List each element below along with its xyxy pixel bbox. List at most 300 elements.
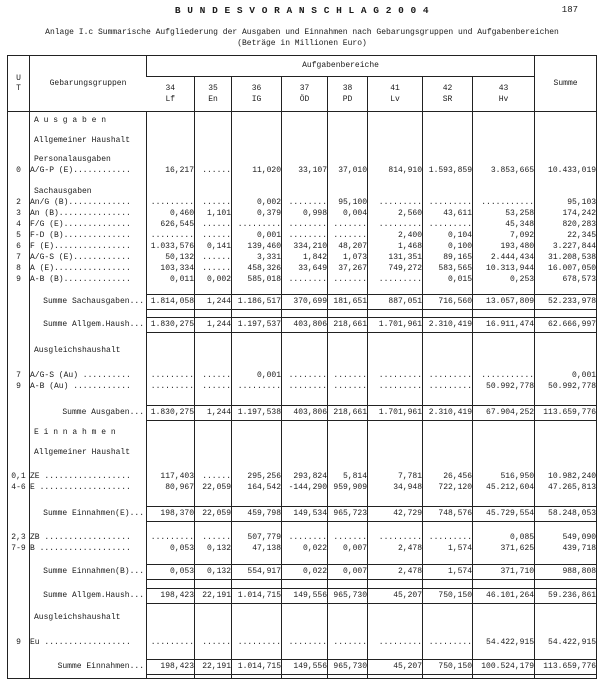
value-cell: 722,120 <box>423 483 473 494</box>
gap-row <box>8 147 597 155</box>
value-cell: 1,244 <box>195 318 232 333</box>
gap-row <box>8 459 597 472</box>
value-cell <box>423 439 473 448</box>
value-cell <box>232 580 282 589</box>
value-cell: ...... <box>195 382 232 393</box>
value-cell: ........... <box>473 371 535 382</box>
summe-cell: 174,242 <box>535 209 597 220</box>
column-header-37: 37 ÖD <box>282 77 328 112</box>
sum-row <box>8 318 597 333</box>
value-cell: 0,998 <box>282 209 328 220</box>
ut-cell <box>8 357 30 371</box>
value-cell <box>473 116 535 127</box>
value-cell: 218,661 <box>328 406 368 421</box>
section-label: Allgemeiner Haushalt <box>30 448 147 459</box>
value-cell: 1,101 <box>195 209 232 220</box>
value-cell: 1,574 <box>423 544 473 555</box>
value-cell: 516,950 <box>473 472 535 483</box>
value-cell: 193,480 <box>473 242 535 253</box>
row-label: An/G (B)............. <box>30 198 147 209</box>
ut-cell <box>8 286 30 295</box>
value-cell <box>473 393 535 406</box>
value-cell <box>473 675 535 679</box>
ut-cell <box>8 507 30 522</box>
value-cell <box>328 187 368 198</box>
ut-cell <box>8 448 30 459</box>
column-header-41: 41 Lv <box>368 77 423 112</box>
value-cell: 0,104 <box>423 231 473 242</box>
value-cell: 403,806 <box>282 406 328 421</box>
value-cell <box>473 649 535 660</box>
value-cell <box>195 393 232 406</box>
value-cell <box>368 613 423 624</box>
summe-cell: 10.982,240 <box>535 472 597 483</box>
value-cell <box>282 421 328 428</box>
gap-row <box>8 604 597 613</box>
row-label: A/G-P (E)............ <box>30 166 147 177</box>
data-row <box>8 166 597 177</box>
value-cell: ......... <box>368 371 423 382</box>
value-cell <box>423 187 473 198</box>
summe-cell <box>535 448 597 459</box>
gap-row <box>8 286 597 295</box>
ut-cell <box>8 318 30 333</box>
section-label: Sachausgaben <box>30 187 147 198</box>
sum-row <box>8 507 597 522</box>
value-cell: 16.911,474 <box>473 318 535 333</box>
value-cell: 1.014,715 <box>232 589 282 604</box>
value-cell <box>232 428 282 439</box>
value-cell <box>232 346 282 357</box>
summe-cell <box>535 310 597 318</box>
value-cell: 334,210 <box>282 242 328 253</box>
value-cell: 814,910 <box>368 166 423 177</box>
gap-row <box>8 624 597 638</box>
summe-cell <box>535 116 597 127</box>
value-cell <box>147 459 195 472</box>
value-cell: 1.593,859 <box>423 166 473 177</box>
value-cell: 585,018 <box>232 275 282 286</box>
value-cell <box>232 177 282 187</box>
column-header-43: 43 Hv <box>473 77 535 112</box>
summe-cell: 113.659,776 <box>535 406 597 421</box>
document-title: B U N D E S V O R A N S C H L A G 2 0 0 4 <box>174 5 430 16</box>
row-label <box>30 439 147 448</box>
summe-cell <box>535 459 597 472</box>
value-cell <box>368 187 423 198</box>
value-cell: 198,370 <box>147 507 195 522</box>
value-cell <box>195 421 232 428</box>
ut-cell <box>8 522 30 533</box>
value-cell: 2,560 <box>368 209 423 220</box>
ut-label-t: T <box>16 83 21 93</box>
column-header-gebarungsgruppen: Gebarungsgruppen <box>30 56 147 112</box>
value-cell: 1.186,517 <box>232 295 282 310</box>
value-cell <box>282 136 328 147</box>
value-cell <box>195 522 232 533</box>
value-cell: 0,132 <box>195 544 232 555</box>
value-cell <box>282 393 328 406</box>
value-cell: 50.992,778 <box>473 382 535 393</box>
row-label: A/G-S (Au) .......... <box>30 371 147 382</box>
value-cell: 0,015 <box>423 275 473 286</box>
value-cell <box>328 604 368 613</box>
value-cell <box>473 613 535 624</box>
gap-row <box>8 580 597 589</box>
value-cell: ......... <box>368 533 423 544</box>
ut-cell <box>8 310 30 318</box>
value-cell <box>368 421 423 428</box>
ut-cell <box>8 346 30 357</box>
data-row <box>8 638 597 649</box>
summe-cell: 50.992,778 <box>535 382 597 393</box>
ut-cell <box>8 675 30 679</box>
row-label: Summe Allgem.Haush... <box>30 589 147 604</box>
value-cell <box>282 333 328 346</box>
value-cell <box>473 187 535 198</box>
value-cell: 2.444,434 <box>473 253 535 264</box>
value-cell: 0,007 <box>328 544 368 555</box>
summe-cell: 678,573 <box>535 275 597 286</box>
value-cell: 748,576 <box>423 507 473 522</box>
value-cell: 22,191 <box>195 660 232 675</box>
value-cell: 3,331 <box>232 253 282 264</box>
value-cell <box>328 393 368 406</box>
value-cell <box>195 580 232 589</box>
summe-cell <box>535 494 597 507</box>
ut-cell <box>8 439 30 448</box>
section-label: Allgemeiner Haushalt <box>30 136 147 147</box>
row-label: B ................... <box>30 544 147 555</box>
value-cell <box>423 393 473 406</box>
value-cell <box>282 310 328 318</box>
value-cell: 2,400 <box>368 231 423 242</box>
ut-cell <box>8 136 30 147</box>
value-cell <box>328 580 368 589</box>
ut-cell <box>8 127 30 136</box>
value-cell: ........ <box>282 382 328 393</box>
value-cell <box>195 155 232 166</box>
value-cell: 1,244 <box>195 406 232 421</box>
value-cell <box>282 127 328 136</box>
value-cell <box>232 116 282 127</box>
value-cell: 67.904,252 <box>473 406 535 421</box>
value-cell: 149,556 <box>282 589 328 604</box>
value-cell: ......... <box>423 220 473 231</box>
value-cell: 45.729,554 <box>473 507 535 522</box>
value-cell <box>368 116 423 127</box>
value-cell: 965,730 <box>328 589 368 604</box>
value-cell <box>423 333 473 346</box>
value-cell: ......... <box>368 638 423 649</box>
value-cell <box>147 439 195 448</box>
value-cell: 0,004 <box>328 209 368 220</box>
value-cell <box>473 346 535 357</box>
value-cell <box>328 147 368 155</box>
document-subtitle-unit: (Beträge in Millionen Euro) <box>237 39 367 48</box>
row-label: Summe Einnahmen... <box>30 660 147 675</box>
row-label <box>30 555 147 565</box>
value-cell <box>282 555 328 565</box>
value-cell: ......... <box>423 638 473 649</box>
value-cell <box>282 346 328 357</box>
value-cell: 181,651 <box>328 295 368 310</box>
value-cell: 0,053 <box>147 544 195 555</box>
value-cell <box>368 428 423 439</box>
ut-cell: 6 <box>16 242 21 251</box>
value-cell <box>368 494 423 507</box>
value-cell <box>147 346 195 357</box>
value-cell: ........ <box>282 231 328 242</box>
ut-cell: 7 <box>16 253 21 262</box>
value-cell: 1.701,961 <box>368 318 423 333</box>
ut-cell <box>8 555 30 565</box>
value-cell <box>282 286 328 295</box>
row-label <box>30 393 147 406</box>
value-cell <box>473 494 535 507</box>
value-cell: 1,842 <box>282 253 328 264</box>
value-cell <box>368 393 423 406</box>
section-label: E i n n a h m e n <box>30 428 147 439</box>
value-cell: 295,256 <box>232 472 282 483</box>
value-cell <box>423 357 473 371</box>
value-cell <box>368 522 423 533</box>
row-label <box>30 604 147 613</box>
section-row <box>8 448 597 459</box>
summe-cell: 31.208,538 <box>535 253 597 264</box>
value-cell <box>147 333 195 346</box>
value-cell: 100.524,179 <box>473 660 535 675</box>
section-row <box>8 187 597 198</box>
value-cell <box>473 624 535 638</box>
value-cell: 45.212,604 <box>473 483 535 494</box>
value-cell: 131,351 <box>368 253 423 264</box>
summe-cell: 58.248,053 <box>535 507 597 522</box>
value-cell: ......... <box>147 231 195 242</box>
value-cell: -144,290 <box>282 483 328 494</box>
sum-row <box>8 406 597 421</box>
value-cell <box>328 428 368 439</box>
value-cell: 749,272 <box>368 264 423 275</box>
section-row <box>8 155 597 166</box>
value-cell <box>195 136 232 147</box>
section-label: Personalausgaben <box>30 155 147 166</box>
value-cell: 1.014,715 <box>232 660 282 675</box>
value-cell: 50,132 <box>147 253 195 264</box>
row-label <box>30 494 147 507</box>
summe-cell: 54.422,915 <box>535 638 597 649</box>
value-cell <box>368 310 423 318</box>
value-cell: ......... <box>232 638 282 649</box>
value-cell <box>147 127 195 136</box>
value-cell <box>195 187 232 198</box>
gap-row <box>8 357 597 371</box>
data-row <box>8 198 597 209</box>
value-cell <box>282 147 328 155</box>
value-cell <box>368 604 423 613</box>
value-cell <box>232 155 282 166</box>
ut-cell <box>8 177 30 187</box>
ut-cell <box>8 604 30 613</box>
value-cell: 11,020 <box>232 166 282 177</box>
value-cell <box>423 675 473 679</box>
value-cell <box>232 604 282 613</box>
row-label <box>30 357 147 371</box>
value-cell: 0,022 <box>282 544 328 555</box>
value-cell: 22,191 <box>195 589 232 604</box>
value-cell: 0,085 <box>473 533 535 544</box>
sum-row <box>8 295 597 310</box>
ut-cell: 2 <box>16 198 21 207</box>
row-label: A-B (B).............. <box>30 275 147 286</box>
value-cell: 7,781 <box>368 472 423 483</box>
ut-cell: 3 <box>16 209 21 218</box>
summe-cell <box>535 604 597 613</box>
value-cell: 459,798 <box>232 507 282 522</box>
value-cell: 1,073 <box>328 253 368 264</box>
value-cell: 1.033,576 <box>147 242 195 253</box>
data-row <box>8 382 597 393</box>
value-cell: 887,051 <box>368 295 423 310</box>
column-header-summe: Summe <box>535 56 597 112</box>
value-cell: ......... <box>232 220 282 231</box>
value-cell <box>328 286 368 295</box>
value-cell: ....... <box>328 275 368 286</box>
row-label <box>30 649 147 660</box>
data-row <box>8 483 597 494</box>
value-cell <box>232 522 282 533</box>
value-cell: 5,814 <box>328 472 368 483</box>
value-cell <box>195 459 232 472</box>
data-row <box>8 533 597 544</box>
summe-cell <box>535 421 597 428</box>
value-cell <box>195 346 232 357</box>
ut-cell: 7 <box>16 371 21 380</box>
gap-row <box>8 555 597 565</box>
value-cell <box>473 333 535 346</box>
value-cell: 37,010 <box>328 166 368 177</box>
ut-cell: 8 <box>16 264 21 273</box>
value-cell <box>147 177 195 187</box>
ut-cell <box>8 406 30 421</box>
summe-cell <box>535 393 597 406</box>
value-cell <box>473 127 535 136</box>
value-cell: ....... <box>328 371 368 382</box>
value-cell <box>147 675 195 679</box>
value-cell <box>368 675 423 679</box>
value-cell: 1.830,275 <box>147 318 195 333</box>
data-row <box>8 264 597 275</box>
value-cell <box>473 604 535 613</box>
value-cell: 33,649 <box>282 264 328 275</box>
summe-cell <box>535 177 597 187</box>
value-cell <box>147 555 195 565</box>
gap-row <box>8 675 597 679</box>
value-cell: 218,661 <box>328 318 368 333</box>
value-cell: 34,948 <box>368 483 423 494</box>
value-cell <box>282 494 328 507</box>
value-cell: 22,059 <box>195 507 232 522</box>
data-row <box>8 472 597 483</box>
value-cell: ...... <box>195 638 232 649</box>
row-label: F (E)................ <box>30 242 147 253</box>
value-cell: 965,723 <box>328 507 368 522</box>
gap-row <box>8 177 597 187</box>
row-label: Summe Einnahmen(B)... <box>30 565 147 580</box>
value-cell <box>423 147 473 155</box>
value-cell <box>368 580 423 589</box>
value-cell <box>368 177 423 187</box>
row-label <box>30 580 147 589</box>
value-cell <box>147 286 195 295</box>
section-row <box>8 346 597 357</box>
ut-cell <box>8 155 30 166</box>
summe-cell: 47.265,813 <box>535 483 597 494</box>
value-cell <box>423 286 473 295</box>
value-cell <box>423 649 473 660</box>
value-cell <box>282 522 328 533</box>
budget-table <box>7 55 597 679</box>
value-cell: ......... <box>368 275 423 286</box>
value-cell: 42,729 <box>368 507 423 522</box>
summe-cell: 10.433,019 <box>535 166 597 177</box>
row-label: A/G-S (E)............ <box>30 253 147 264</box>
summe-cell <box>535 649 597 660</box>
value-cell <box>232 448 282 459</box>
value-cell <box>282 580 328 589</box>
sum-row <box>8 589 597 604</box>
value-cell: 959,909 <box>328 483 368 494</box>
value-cell: 626,545 <box>147 220 195 231</box>
value-cell <box>423 624 473 638</box>
value-cell: ...... <box>195 220 232 231</box>
value-cell <box>368 136 423 147</box>
value-cell: 149,556 <box>282 660 328 675</box>
value-cell <box>328 675 368 679</box>
value-cell <box>423 613 473 624</box>
gap-row <box>8 310 597 318</box>
value-cell <box>423 428 473 439</box>
value-cell: 10.313,944 <box>473 264 535 275</box>
value-cell <box>147 116 195 127</box>
value-cell: ...... <box>195 371 232 382</box>
value-cell: ....... <box>328 533 368 544</box>
value-cell: 95,100 <box>328 198 368 209</box>
value-cell <box>328 494 368 507</box>
ut-cell <box>8 393 30 406</box>
value-cell <box>473 357 535 371</box>
value-cell: 164,542 <box>232 483 282 494</box>
value-cell: ...... <box>195 472 232 483</box>
value-cell <box>423 459 473 472</box>
summe-cell: 113.659,776 <box>535 660 597 675</box>
value-cell: ........ <box>282 220 328 231</box>
value-cell: 47,138 <box>232 544 282 555</box>
value-cell <box>195 649 232 660</box>
gap-row <box>8 393 597 406</box>
value-cell: ......... <box>147 382 195 393</box>
value-cell <box>232 421 282 428</box>
row-label: F-D (B).............. <box>30 231 147 242</box>
value-cell: 139,460 <box>232 242 282 253</box>
ut-cell: 9 <box>16 275 21 284</box>
ut-cell <box>8 295 30 310</box>
value-cell <box>232 136 282 147</box>
value-cell <box>232 310 282 318</box>
value-cell <box>368 333 423 346</box>
value-cell: 507,779 <box>232 533 282 544</box>
value-cell <box>232 333 282 346</box>
